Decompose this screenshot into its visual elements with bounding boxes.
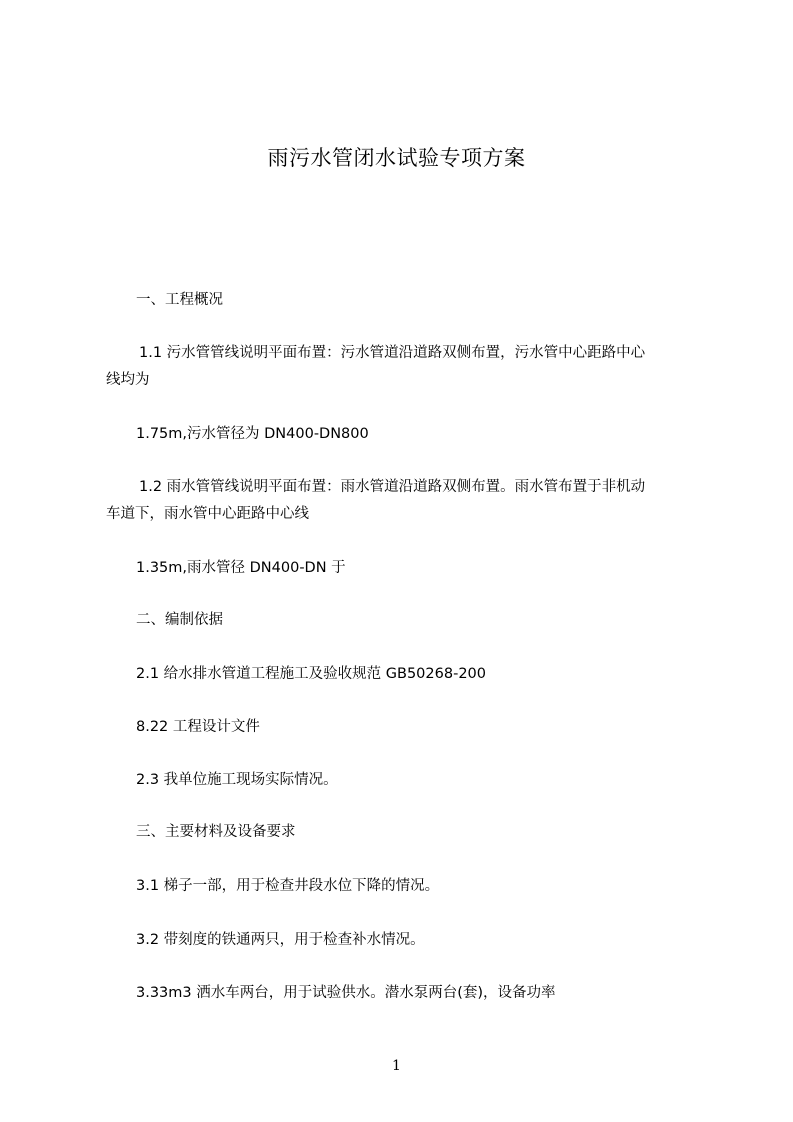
section-heading-basis: 二、编制依据 bbox=[136, 612, 223, 628]
paragraph-basis-2-1: 2.1 给水排水管道工程施工及验收规范 GB50268-200 bbox=[136, 666, 486, 682]
paragraph-materials-3-3: 3.33m3 洒水车两台，用于试验供水。潜水泵两台(套)，设备功率 bbox=[136, 985, 556, 1001]
paragraph-line: 1.1 污水管管线说明平面布置：污水管道沿道路双侧布置，污水管中心距路中心 bbox=[139, 345, 646, 361]
paragraph-sewage-layout bbox=[106, 340, 706, 394]
section-heading-overview: 一、工程概况 bbox=[136, 292, 223, 308]
paragraph-sewage-diameter: 1.75m,污水管径为 DN400-DN800 bbox=[136, 426, 369, 442]
document-title: 雨污水管闭水试验专项方案 bbox=[267, 146, 526, 170]
page-number: 1 bbox=[392, 1058, 401, 1074]
paragraph-basis-2-3: 2.3 我单位施工现场实际情况。 bbox=[136, 772, 338, 788]
paragraph-rain-layout bbox=[106, 474, 706, 528]
section-heading-materials: 三、主要材料及设备要求 bbox=[136, 824, 296, 840]
paragraph-rain-diameter: 1.35m,雨水管径 DN400-DN 于 bbox=[136, 560, 346, 576]
paragraph-line: 车道下，雨水管中心距路中心线 bbox=[106, 506, 309, 522]
paragraph-materials-3-1: 3.1 梯子一部，用于检查井段水位下降的情况。 bbox=[136, 878, 440, 894]
paragraph-line: 线均为 bbox=[106, 372, 150, 388]
paragraph-materials-3-2: 3.2 带刻度的铁通两只，用于检查补水情况。 bbox=[136, 932, 425, 948]
paragraph-line: 1.2 雨水管管线说明平面布置：雨水管道沿道路双侧布置。雨水管布置于非机动 bbox=[139, 479, 646, 495]
paragraph-basis-design-files: 8.22 工程设计文件 bbox=[136, 719, 260, 735]
